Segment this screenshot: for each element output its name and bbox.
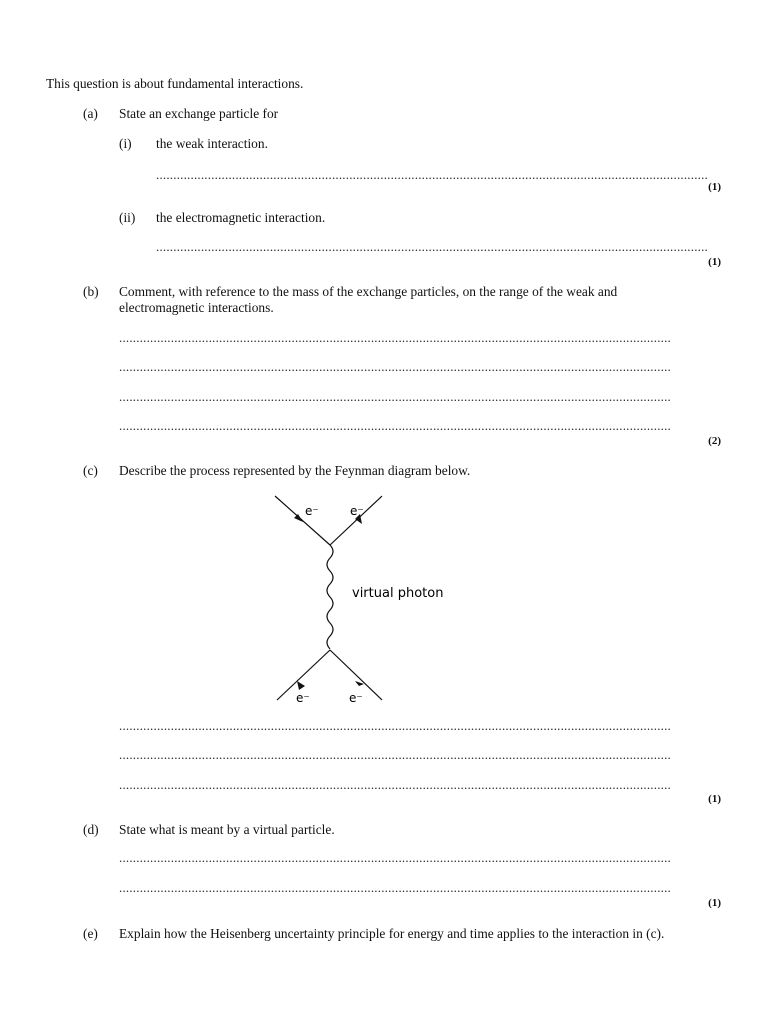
virtual-photon-label: virtual photon (352, 586, 444, 601)
part-a-text: State an exchange particle for (119, 106, 279, 121)
part-a-ii-label: (ii) (119, 210, 136, 225)
particle-label-top-left: e⁻ (305, 504, 319, 518)
question-intro: This question is about fundamental interactions. (46, 76, 304, 91)
part-d-text: State what is meant by a virtual particle. (119, 822, 335, 837)
answer-line-c-3[interactable]: ................................................................................................................................................................ (119, 777, 671, 792)
particle-label-top-right: e⁻ (350, 504, 364, 518)
marks-c: (1) (708, 793, 721, 805)
arrow-bottom-left-icon (297, 681, 305, 690)
marks-d: (1) (708, 897, 721, 909)
part-c-text: Describe the process represented by the Feynman diagram below. (119, 463, 471, 478)
part-b-label: (b) (83, 284, 99, 299)
marks-a-i: (1) (708, 181, 721, 193)
part-a-i-text: the weak interaction. (156, 136, 268, 151)
answer-line-c-2[interactable]: ................................................................................................................................................................ (119, 747, 671, 762)
answer-line-b-1[interactable]: ................................................................................................................................................................ (119, 330, 671, 345)
answer-line-b-4[interactable]: ................................................................................................................................................................ (119, 418, 671, 433)
particle-label-bottom-right: e⁻ (349, 691, 363, 705)
answer-line-c-1[interactable]: ................................................................................................................................................................ (119, 718, 671, 733)
particle-label-bottom-left: e⁻ (296, 691, 310, 705)
incoming-electron-top-line (275, 496, 330, 545)
part-e-label: (e) (83, 926, 98, 941)
virtual-photon-wavy-line (327, 545, 333, 649)
part-a-label: (a) (83, 106, 98, 121)
answer-line-b-2[interactable]: ................................................................................................................................................................ (119, 359, 671, 374)
part-e-text: Explain how the Heisenberg uncertainty principle for energy and time applies to the interaction in (c). (119, 926, 665, 941)
answer-line-d-1[interactable]: ................................................................................................................................................................ (119, 850, 671, 865)
answer-line-a-i[interactable]: ................................................................................................................................................................ (156, 167, 708, 182)
part-b-text: Comment, with reference to the mass of the exchange particles, on the range of the weak and electromagnetic interactions. (119, 284, 618, 315)
part-a-ii-text: the electromagnetic interaction. (156, 210, 326, 225)
answer-line-a-ii[interactable]: ................................................................................................................................................................ (156, 239, 708, 254)
marks-a-ii: (1) (708, 256, 721, 268)
part-c-label: (c) (83, 463, 98, 478)
answer-line-b-3[interactable]: ................................................................................................................................................................ (119, 389, 671, 404)
part-a-i-label: (i) (119, 136, 132, 151)
answer-line-d-2[interactable]: ................................................................................................................................................................ (119, 880, 671, 895)
arrow-top-left-icon (294, 514, 303, 522)
part-d-label: (d) (83, 822, 99, 837)
marks-b: (2) (708, 435, 721, 447)
